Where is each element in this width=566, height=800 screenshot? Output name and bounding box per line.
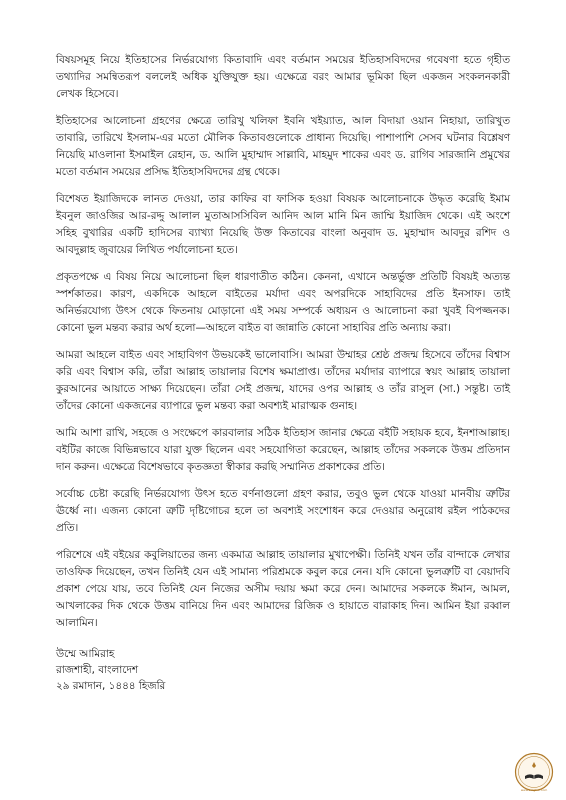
paragraph-7: সর্বোচ্চ চেষ্টা করেছি নির্ভরযোগ্য উৎস হতে বর্ণনাগুলো গ্রহণ করার, তবুও ভুল থেকে যাওয়া মানবীয় ত্রুটির ঊর্ধ্বে না। এজন্য কোনো ত্রুটি দৃষ্টিগোচর হলে তা অবশ্যই সংশোধন করে দেওয়ার অনুরোধ রইল পাঠকদের প্রতি। bbox=[56, 488, 510, 534]
paragraph-4: প্রকৃতপক্ষে এ বিষয় নিয়ে আলোচনা ছিল ধারণাতীত কঠিন। কেননা, এখানে অন্তর্ভুক্ত প্রতিটি বিষয়ই অত্যন্ত স্পর্শকাতর। কারণ, একদিকে আহলে বাইতের মর্যাদা এবং অপরদিকে সাহাবিদের প্রতি ইনসাফ। তাই অনির্ভরযোগ্য উৎস থেকে ফিতনায় মোড়ানো এই সময় সম্পর্কে অধ্যয়ন ও আলোচনা করা খুবই বিপজ্জনক। কোনো ভুল মন্তব্য করার অর্থ হলো—আহলে বাইত বা জান্নাতি কোনো সাহাবির প্রতি অন্যায় করা। bbox=[56, 271, 510, 334]
paragraph-1: বিষয়সমূহ নিয়ে ইতিহাসের নির্ভরযোগ্য কিতাবাদি এবং বর্তমান সময়ের ইতিহাসবিদদের গবেষণা হতে গৃহীত তথ্যাদির সমন্বিতরূপ বললেই অধিক যুক্তিযুক্ত হয়। এক্ষেত্রে বরং আমার ভূমিকা ছিল একজন সংকলনকারী লেখক হিসেবে। bbox=[56, 54, 510, 100]
author-name: উম্মে আমিরাহ bbox=[56, 648, 115, 660]
paragraph-5: আমরা আহলে বাইত এবং সাহাবিগণ উভয়কেই ভালোবাসি। আমরা উম্মাহর শ্রেষ্ঠ প্রজন্ম হিসেবে তাঁদের বিশ্বাস করি এবং বিশ্বাস করি, তাঁরা আল্লাহ তায়ালার বিশেষ ক্ষমাপ্রাপ্ত। তাঁদের মর্যাদার ব্যাপারে স্বয়ং আল্লাহ তায়ালা কুরআনের আয়াতে সাক্ষ্য দিয়েছেন। তাঁরা সেই প্রজন্ম, যাদের ওপর আল্লাহ ও তাঁর রাসুল (সা.) সন্তুষ্ট। তাই তাঁদের কোনো একজনের ব্যাপারে ভুল মন্তব্য করা অবশ্যই মারাত্মক গুনাহ। bbox=[56, 349, 510, 412]
signature-block bbox=[56, 646, 510, 694]
paragraph-2: ইতিহাসের আলোচনা গ্রহণের ক্ষেত্রে তারিখু খলিফা ইবনি খইয়্যাত, আল বিদায়া ওয়ান নিহায়া, তারিখুত তাবারি, তারিখে ইসলাম-এর মতো মৌলিক কিতাবগুলোকে প্রাধান্য দিয়েছি। পাশাপাশি সেসব ঘটনার বিশ্লেষণ নিয়েছি মাওলানা ইসমাইল রেহান, ড. আলি মুহাম্মাদ সাল্লাবি, মাহমুদ শাকের এবং ড. রাগিব সারজানি প্রমুখের মতো বর্তমান সময়ের প্রসিদ্ধ ইতিহাসবিদদের গ্রন্থ থেকে। bbox=[56, 115, 510, 178]
logo-caption: www.boighar.com bbox=[520, 788, 548, 792]
paragraph-6: আমি আশা রাখি, সহজে ও সংক্ষেপে কারবালার সঠিক ইতিহাস জানার ক্ষেত্রে বইটি সহায়ক হবে, ইনশাআল্লাহ। বইটির কাজে বিভিন্নভাবে যারা যুক্ত ছিলেন এবং সহযোগিতা করেছেন, আল্লাহ তাঁদের সকলকে উত্তম প্রতিদান দান করুন। এক্ষেত্রে বিশেষভাবে কৃতজ্ঞতা স্বীকার করছি সম্মানিত প্রকাশকের প্রতি। bbox=[56, 427, 510, 473]
document-body bbox=[56, 52, 510, 694]
author-place: রাজশাহী, বাংলাদেশ bbox=[56, 664, 139, 676]
paragraph-8: পরিশেষে এই বইয়ের কবুলিয়াতের জন্য একমাত্র আল্লাহ তায়ালার মুখাপেক্ষী। তিনিই যখন তাঁর বান্দাকে লেখার তাওফিক দিয়েছেন, তখন তিনিই যেন এই সামান্য পরিশ্রমকে কবুল করে নেন। যদি কোনো ভুলত্রুটি বা বেয়াদবি প্রকাশ পেয়ে যায়, তবে তিনিই যেন নিজের অসীম দয়ায় ক্ষমা করে দেন। আমাদের সকলকে ঈমান, আমল, আখলাকের দিক থেকে উত্তম বানিয়ে দিন এবং আমাদের রিজিক ও হায়াতে বারাকাহ দিন। আমিন ইয়া রব্বাল আলামিন। bbox=[56, 549, 510, 629]
book-lamp-logo-icon bbox=[514, 752, 554, 792]
paragraph-3: বিশেষত ইয়াজিদকে লানত দেওয়া, তার কাফির বা ফাসিক হওয়া বিষয়ক আলোচনাকে উদ্ধৃত করেছি ইমাম ইবনুল জাওজির আর-রদ্দু আলাল মুতাআসসিবিল আনিদ আল মানি মিন জাম্মি ইয়াজিদ থেকে। এই অংশে সহিহ বুখারির একটি হাদিসের ব্যাখ্যা নিয়েছি উক্ত কিতাবের বাংলা অনুবাদ ড. মুহাম্মাদ আবদুর রশিদ ও আবদুল্লাহ জুবায়ের লিখিত পর্যালোচনা হতে। bbox=[56, 193, 510, 256]
author-date: ২৯ রমাদান, ১৪৪৪ হিজরি bbox=[56, 680, 166, 692]
